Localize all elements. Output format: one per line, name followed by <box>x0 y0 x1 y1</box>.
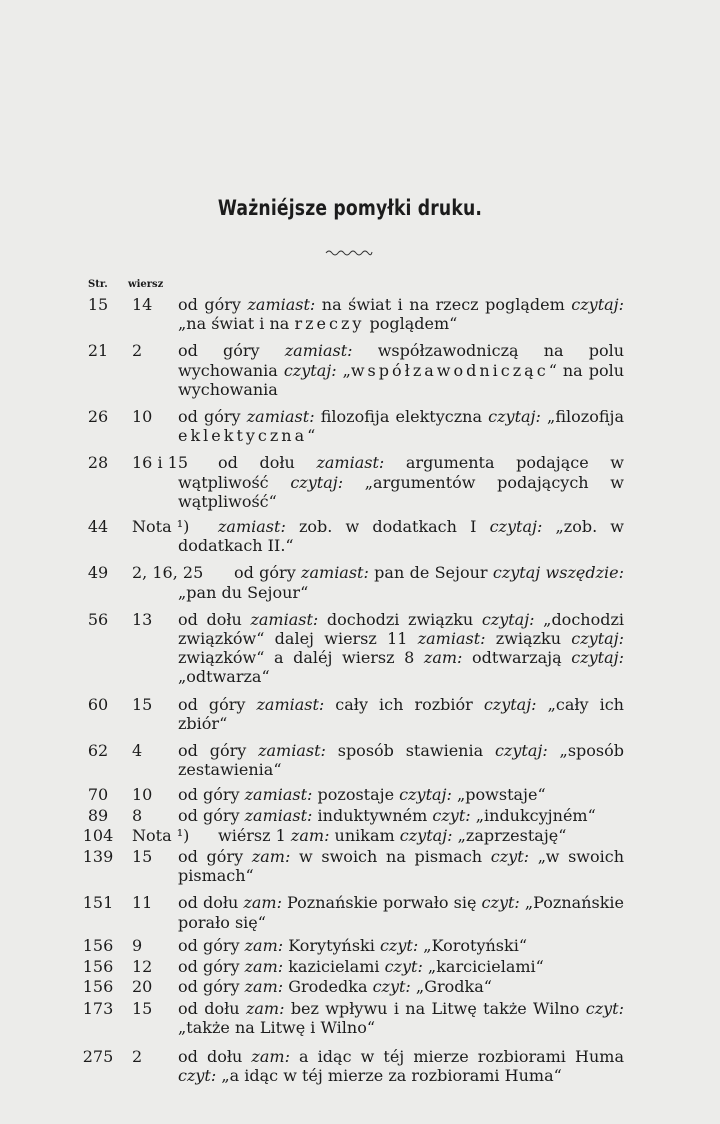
entry-page-number: 104 <box>82 825 114 845</box>
entry-line-number: 12 <box>132 957 153 977</box>
ornament-divider <box>325 248 373 256</box>
entry-page-number: 44 <box>87 517 109 537</box>
entry-page-number: 70 <box>87 785 109 805</box>
instruction-word: zamiast: <box>417 629 486 649</box>
entry-line-number: 15 <box>132 998 153 1018</box>
errata-entry <box>0 1047 720 1085</box>
instruction-word: zam: <box>245 998 285 1018</box>
entry-correction-text: od góry zam: Grodedka czyt: „Grodka“ <box>178 977 492 997</box>
entry-line-number: 2 <box>132 1046 143 1066</box>
instruction-word: czytaj wszędzie: <box>492 563 624 583</box>
instruction-word: czytaj: <box>489 517 543 537</box>
entry-correction-text: od góry zam: kazicielami czyt: „karcicielami“ <box>178 957 544 977</box>
errata-entry <box>0 977 720 996</box>
entry-correction-text: od dołu zamiast: dochodzi związku czytaj: „dochodzi związków“ dalej wiersz 11 zamiast: związku czytaj: związków“ a daléj wiersz 8 zam: odtwarzają czytaj: „odtwarza“ <box>178 609 625 687</box>
instruction-word: zam: <box>290 825 330 845</box>
errata-entry <box>0 806 720 825</box>
instruction-word: czytaj: <box>571 295 625 314</box>
instruction-word: czytaj: <box>571 629 625 649</box>
errata-entry <box>0 453 720 511</box>
entry-page-number: 275 <box>82 1046 114 1066</box>
entry-page-number: 151 <box>82 893 114 913</box>
entry-correction-text: od góry zamiast: induktywném czyt: „indukcyjném“ <box>178 805 596 825</box>
errata-entry <box>0 785 720 804</box>
entry-page-number: 21 <box>87 341 109 361</box>
instruction-word: zam: <box>423 648 463 668</box>
entry-line-number: 11 <box>132 893 153 913</box>
instruction-word: zamiast: <box>250 609 319 629</box>
instruction-word: czytaj: <box>481 609 535 629</box>
errata-entry <box>0 847 720 885</box>
entry-page-number: 173 <box>82 998 114 1018</box>
instruction-word: czytaj: <box>290 472 344 492</box>
entry-correction-text: od góry zamiast: współzawodniczą na polu wychowania czytaj: „współzawodnicząc“ na polu wychowania <box>178 341 624 399</box>
entry-page-number: 15 <box>87 295 109 314</box>
errata-entry <box>0 295 720 333</box>
entry-correction-text: od dołu zamiast: argumenta podające w wątpliwość czytaj: „argumentów podających w wątpliwość“ <box>178 453 625 511</box>
entry-correction-text: od góry zamiast: pozostaje czytaj: „powstaje“ <box>178 785 546 805</box>
entry-correction-text: od góry zam: w swoich na pismach czyt: „w swoich pismach“ <box>178 847 625 886</box>
entry-page-number: 89 <box>87 805 109 825</box>
entry-correction-text: od góry zamiast: sposób stawienia czytaj: „sposób zestawienia“ <box>178 741 624 780</box>
page-title: Ważniéjsze pomyłki druku. <box>217 196 483 220</box>
instruction-word: czyt: <box>379 935 419 955</box>
instruction-word: zamiast: <box>258 741 326 761</box>
errata-entry <box>0 610 720 687</box>
instruction-word: zamiast: <box>246 407 315 427</box>
entry-correction-text: od góry zamiast: pan de Sejour czytaj wszędzie: „pan du Sejour“ <box>178 563 624 602</box>
instruction-word: zam: <box>251 847 291 867</box>
errata-entry <box>0 741 720 779</box>
entry-line-number: 10 <box>132 785 153 805</box>
errata-list <box>0 295 720 1085</box>
instruction-word: zamiast: <box>316 453 385 473</box>
instruction-word: czytaj: <box>571 648 624 668</box>
instruction-word: zam: <box>251 1046 290 1066</box>
entry-page-number: 26 <box>87 407 109 427</box>
entry-line-number: Nota ¹) <box>132 825 190 845</box>
instruction-word: czyt: <box>490 847 530 867</box>
entry-line-number: 2, 16, 25 <box>132 563 204 583</box>
errata-entry <box>0 563 720 601</box>
errata-entry <box>0 695 720 733</box>
errata-entry <box>0 826 720 845</box>
instruction-word: czytaj: <box>399 825 453 845</box>
entry-line-number: 16 i 15 <box>132 453 189 473</box>
entry-correction-text: od dołu zam: bez wpływu i na Litwę także Wilno czyt: „także na Litwę i Wilno“ <box>178 998 624 1037</box>
instruction-word: zamiast: <box>247 295 316 314</box>
entry-correction-text: od góry zamiast: cały ich rozbiór czytaj: „cały ich zbiór“ <box>178 694 624 733</box>
entry-page-number: 56 <box>87 609 109 629</box>
instruction-word: czyt: <box>481 893 520 913</box>
instruction-word: czytaj: <box>483 694 537 714</box>
instruction-word: zamiast: <box>256 694 325 714</box>
column-header-page: Str. <box>88 279 108 290</box>
instruction-word: czyt: <box>178 1066 217 1086</box>
instruction-word: zamiast: <box>244 785 313 805</box>
instruction-word: zamiast: <box>301 563 369 583</box>
instruction-word: czytaj: <box>494 741 548 761</box>
instruction-word: zam: <box>244 957 284 977</box>
spaced-emphasis: rzeczy <box>294 314 365 334</box>
entry-line-number: 15 <box>132 847 153 867</box>
spaced-emphasis: współzawodnicząc <box>350 360 549 380</box>
errata-entry <box>0 957 720 976</box>
entry-line-number: Nota ¹) <box>132 517 190 537</box>
entry-line-number: 8 <box>132 805 143 825</box>
entry-line-number: 4 <box>132 741 143 761</box>
entry-page-number: 156 <box>82 977 114 997</box>
instruction-word: zam: <box>244 935 284 955</box>
entry-page-number: 62 <box>87 741 109 761</box>
instruction-word: czyt: <box>432 805 471 825</box>
entry-line-number: 20 <box>132 977 153 997</box>
instruction-word: czytaj: <box>283 360 337 380</box>
errata-entry <box>0 999 720 1037</box>
entry-correction-text: zamiast: zob. w dodatkach I czytaj: „zob. w dodatkach II.“ <box>178 517 625 556</box>
errata-entry <box>0 893 720 931</box>
entry-line-number: 10 <box>132 407 153 427</box>
errata-entry <box>0 407 720 445</box>
errata-entry <box>0 341 720 399</box>
instruction-word: czyt: <box>372 977 411 997</box>
entry-page-number: 49 <box>87 563 109 583</box>
instruction-word: zamiast: <box>244 805 313 825</box>
entry-line-number: 14 <box>132 295 153 314</box>
entry-line-number: 13 <box>132 609 153 629</box>
errata-entry <box>0 936 720 955</box>
entry-line-number: 9 <box>132 935 143 955</box>
entry-correction-text: od dołu zam: a idąc w téj mierze rozbiorami Huma czyt: „a idąc w téj mierze za rozbiorami Huma“ <box>178 1046 624 1086</box>
instruction-word: czytaj: <box>488 407 541 427</box>
entry-page-number: 139 <box>82 847 114 867</box>
entry-correction-text: wiérsz 1 zam: unikam czytaj: „zaprzestaję“ <box>218 825 567 845</box>
instruction-word: czyt: <box>384 957 423 977</box>
instruction-word: zamiast: <box>284 341 353 361</box>
entry-line-number: 2 <box>132 341 143 361</box>
errata-entry <box>0 517 720 555</box>
instruction-word: zam: <box>244 977 284 997</box>
instruction-word: czyt: <box>585 998 624 1018</box>
entry-line-number: 15 <box>132 694 153 714</box>
entry-correction-text: od góry zamiast: filozofija elektyczna czytaj: „filozofija eklektyczna“ <box>178 407 625 446</box>
entry-page-number: 28 <box>87 453 109 473</box>
column-header-line: wiersz <box>128 279 164 290</box>
entry-page-number: 156 <box>82 957 114 977</box>
entry-correction-text: od góry zam: Korytyński czyt: „Korotyński“ <box>178 935 527 955</box>
spaced-emphasis: eklektyczna <box>178 426 308 446</box>
entry-correction-text: od dołu zam: Poznańskie porwało się czyt: „Poznańskie porało się“ <box>178 893 624 932</box>
instruction-word: zamiast: <box>218 517 286 537</box>
instruction-word: czytaj: <box>399 785 452 805</box>
entry-page-number: 156 <box>82 935 114 955</box>
instruction-word: zam: <box>243 893 282 913</box>
entry-page-number: 60 <box>87 694 109 714</box>
entry-correction-text: od góry zamiast: na świat i na rzecz poglądem czytaj: „na świat i na rzeczy poglądem“ <box>178 295 625 334</box>
